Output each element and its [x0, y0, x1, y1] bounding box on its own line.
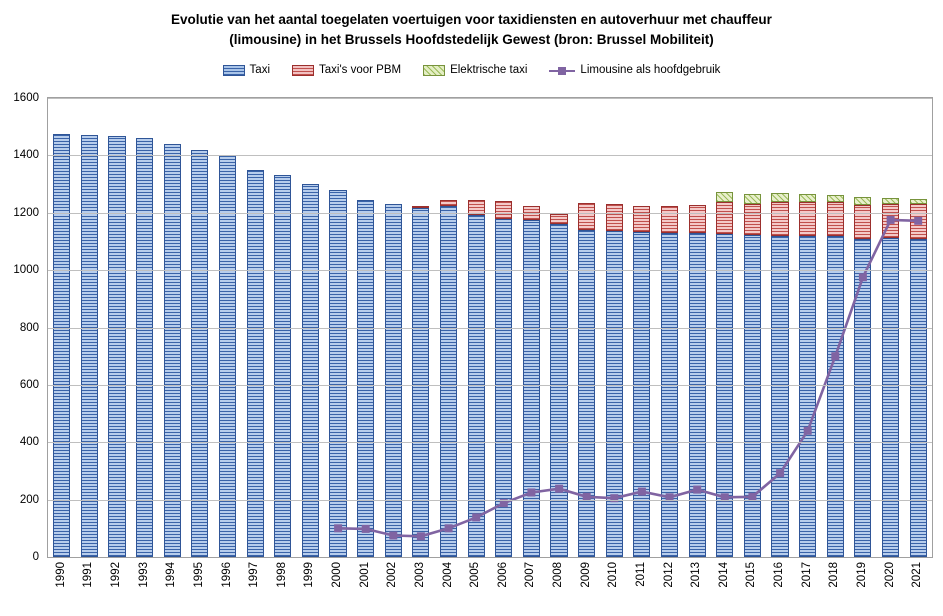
bar-segment-pbm [578, 203, 595, 230]
bar-segment-taxi [606, 231, 623, 557]
x-axis-tick-label: 2017 [800, 562, 813, 588]
x-axis-tick-label: 2016 [773, 562, 786, 588]
x-axis-tick-label: 2019 [855, 562, 868, 588]
bar-segment-taxi [468, 215, 485, 557]
x-axis-tick-label: 2008 [552, 562, 565, 588]
bar-segment-taxi [550, 224, 567, 557]
bar-segment-pbm [854, 205, 871, 239]
x-axis-tick-label: 1996 [220, 562, 233, 588]
bar-segment-pbm [550, 214, 567, 224]
x-axis-tick-label: 1990 [54, 562, 67, 588]
bar-segment-pbm [689, 205, 706, 233]
bar-segment-taxi [744, 235, 761, 557]
bar-segment-taxi [302, 184, 319, 558]
y-axis-tick-label: 1400 [13, 149, 39, 162]
bar-segment-taxi [771, 236, 788, 557]
x-axis-tick-label: 1993 [137, 562, 150, 588]
chart-title-line-2: (limousine) in het Brussels Hoofdstedelijk Gewest (bron: Brussel Mobiliteit) [229, 32, 714, 47]
legend-swatch-pbm [292, 65, 314, 76]
x-axis-tick-label: 1999 [303, 562, 316, 588]
bar-segment-pbm [661, 206, 678, 233]
bar-segment-taxi [827, 236, 844, 557]
bar-segment-taxi [164, 144, 181, 557]
legend-label-taxi: Taxi [249, 64, 270, 76]
bar-segment-elektrische-taxi [771, 193, 788, 202]
x-axis-tick-label: 2005 [469, 562, 482, 588]
gridline [48, 213, 932, 214]
y-axis-tick-label: 1600 [13, 92, 39, 104]
legend-swatch-elektrische-taxi [423, 65, 445, 76]
bar-segment-taxi [799, 236, 816, 557]
bar-segment-pbm [744, 204, 761, 236]
bar-segment-pbm [716, 202, 733, 234]
bar-segment-pbm [606, 204, 623, 231]
bar-segment-taxi [191, 150, 208, 557]
x-axis-tick-label: 1997 [248, 562, 261, 588]
bar-segment-taxi [219, 155, 236, 557]
bar-segment-taxi [689, 233, 706, 557]
bar-segment-taxi [661, 233, 678, 557]
y-axis-tick-label: 1200 [13, 206, 39, 219]
bar-segment-elektrische-taxi [827, 195, 844, 202]
bar-segment-pbm [412, 206, 429, 208]
x-axis-tick-label: 2014 [717, 562, 730, 588]
x-axis-tick-label: 2007 [524, 562, 537, 588]
x-axis-tick-label: 2003 [413, 562, 426, 588]
bar-segment-taxi [578, 230, 595, 557]
x-axis-tick-label: 1998 [275, 562, 288, 588]
bar-segment-taxi [108, 136, 125, 557]
y-axis-tick-label: 800 [19, 321, 39, 334]
x-axis-tick-label: 2001 [358, 562, 371, 588]
x-axis-tick-label: 2010 [607, 562, 620, 588]
gridline [48, 328, 932, 329]
bar-segment-elektrische-taxi [744, 194, 761, 204]
y-axis-labels [0, 92, 43, 563]
gridline [48, 270, 932, 271]
x-axis-tick-label: 1995 [192, 562, 205, 588]
bar-segment-elektrische-taxi [910, 199, 927, 204]
gridline [48, 500, 932, 501]
bar-segment-taxi [412, 208, 429, 557]
bar-segment-elektrische-taxi [854, 197, 871, 205]
legend-swatch-limousine [549, 65, 575, 76]
bar-segment-elektrische-taxi [716, 192, 733, 202]
bar-segment-taxi [716, 234, 733, 557]
x-axis-tick-label: 1992 [110, 562, 123, 588]
bar-segment-taxi [633, 232, 650, 557]
bar-segment-taxi [81, 135, 98, 557]
bar-segment-pbm [799, 202, 816, 236]
bar-segment-taxi [357, 200, 374, 557]
x-axis-tick-label: 2021 [911, 562, 924, 588]
legend-label-pbm: Taxi's voor PBM [319, 64, 402, 76]
plot-area [47, 97, 933, 558]
gridline [48, 442, 932, 443]
bar-segment-taxi [136, 138, 153, 557]
y-axis-tick-label: 200 [19, 493, 39, 506]
x-axis-tick-label: 2011 [634, 562, 647, 587]
x-axis-tick-label: 1994 [165, 562, 178, 588]
legend-item-taxi [223, 64, 270, 76]
legend-label-limousine: Limousine als hoofdgebruik [580, 64, 721, 76]
x-axis-tick-label: 2009 [579, 562, 592, 588]
x-axis-tick-label: 2015 [745, 562, 758, 588]
bar-segment-pbm [771, 202, 788, 236]
y-axis-tick-label: 1000 [13, 264, 39, 277]
bar-segment-pbm [633, 206, 650, 232]
bar-segment-taxi [329, 190, 346, 557]
bar-segment-pbm [440, 200, 457, 206]
chart-title [0, 10, 943, 50]
bar-segment-pbm [882, 204, 899, 238]
chart-title-line-1: Evolutie van het aantal toegelaten voertuigen voor taxidiensten en autoverhuur met chauffeur [171, 12, 772, 27]
bar-segment-pbm [827, 202, 844, 236]
bar-segment-taxi [854, 239, 871, 557]
x-axis-tick-label: 2018 [828, 562, 841, 588]
legend-item-elektrische-taxi [423, 64, 527, 76]
y-axis-tick-label: 400 [19, 436, 39, 449]
legend-swatch-taxi [223, 65, 245, 76]
y-axis-tick-label: 600 [19, 378, 39, 391]
chart-legend [0, 64, 943, 76]
bar-segment-taxi [910, 239, 927, 557]
x-axis-tick-label: 2002 [386, 562, 399, 588]
bar-segment-taxi [53, 134, 70, 557]
x-axis-tick-label: 2020 [883, 562, 896, 588]
y-axis-tick-label: 0 [32, 551, 39, 563]
bar-segment-pbm [910, 204, 927, 238]
gridline [48, 385, 932, 386]
gridline [48, 98, 932, 99]
bar-segment-taxi [385, 204, 402, 557]
bar-segment-elektrische-taxi [799, 194, 816, 202]
bar-segment-taxi [882, 238, 899, 557]
legend-item-limousine [549, 64, 720, 76]
x-axis-tick-label: 1991 [82, 562, 95, 588]
bar-segment-pbm [495, 201, 512, 219]
legend-item-pbm [292, 64, 401, 76]
x-axis-tick-label: 2012 [662, 562, 675, 588]
gridline [48, 155, 932, 156]
x-axis-tick-label: 2004 [441, 562, 454, 588]
x-axis-tick-label: 2000 [331, 562, 344, 588]
x-axis-labels [47, 560, 933, 614]
bar-segment-taxi [440, 206, 457, 557]
bar-segment-elektrische-taxi [882, 198, 899, 204]
x-axis-tick-label: 2013 [690, 562, 703, 588]
x-axis-tick-label: 2006 [496, 562, 509, 588]
legend-label-elektrische-taxi: Elektrische taxi [450, 64, 528, 76]
